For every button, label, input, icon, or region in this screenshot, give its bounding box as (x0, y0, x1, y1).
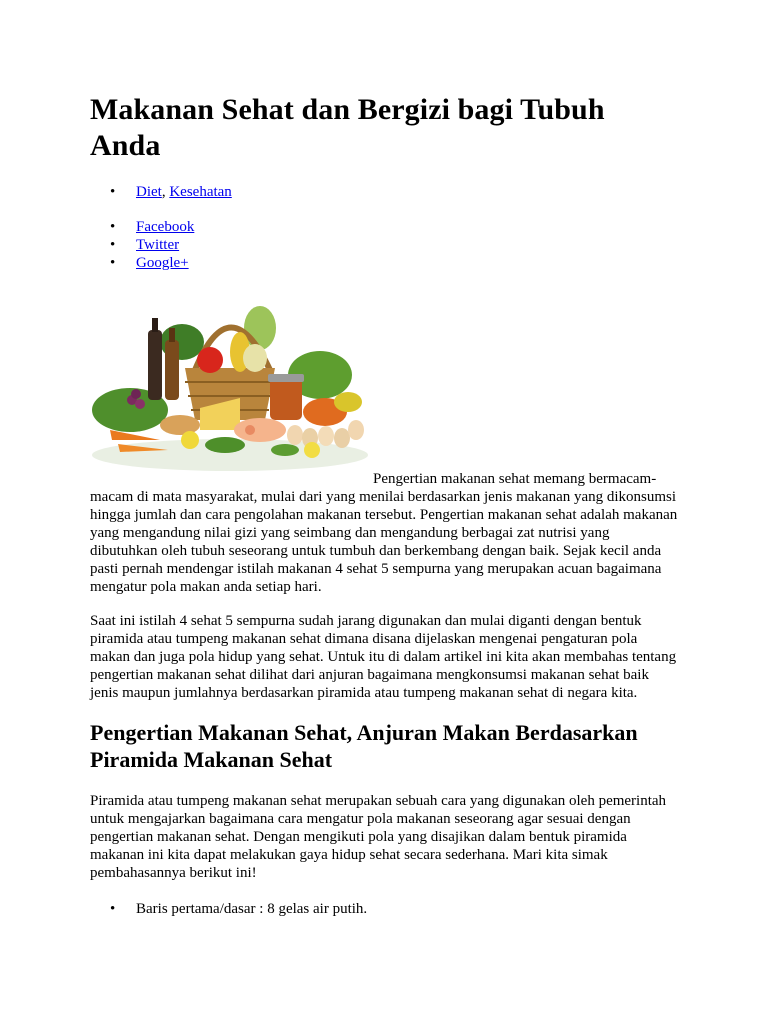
content-list (90, 900, 367, 918)
share-item (90, 254, 194, 272)
bullet-icon: • (110, 255, 116, 271)
hero-image (90, 290, 373, 485)
grocery-basket-illustration-icon (90, 290, 373, 485)
paragraph-third: Piramida atau tumpeng makanan sehat merupakan sebuah cara yang digunakan oleh pemerintah untuk mengajarkan bagaimana cara mengatur pola makanan seseorang agar sesuai dengan pengertian makanan sehat. Dengan mengikuti pola yang disajikan dalam bentuk piramida makanan ini kita dapat melakukan gaya hidup sehat secara sederhana. Mari kita simak pembahasannya berikut ini! (90, 793, 667, 881)
category-separator: , (161, 184, 166, 200)
share-item (90, 236, 194, 254)
category-link-kesehatan[interactable]: Kesehatan (169, 184, 232, 200)
list-item-text: Baris pertama/dasar : 8 gelas air putih. (136, 901, 368, 917)
bullet-icon: • (110, 237, 116, 253)
category-list (90, 183, 232, 201)
paragraph-second: Saat ini istilah 4 sehat 5 sempurna sudah jarang digunakan dan mulai diganti dengan bentuk piramida atau tumpeng makanan sehat dimana disana dijelaskan mengenai pengaturan pola makan dan juga pola hidup yang sehat. Untuk itu di dalam artikel ini kita akan membahas tentang pengertian makanan sehat dilihat dari anjuran bagaimana mengkonsumsi makanan sehat baik jenis maupun jumlahnya berdasarkan piramida atau tumpeng makanan sehat di negara kita. (90, 613, 677, 701)
share-link-googleplus[interactable]: Google+ (136, 255, 189, 271)
paragraph-intro (90, 470, 680, 596)
category-item (90, 183, 232, 201)
share-list (90, 218, 194, 272)
bullet-icon: • (110, 184, 116, 200)
share-item (90, 218, 194, 236)
paragraph-intro-rest: macam di mata masyarakat, mulai dari yang menilai berdasarkan jenis makanan yang dikonsumsi hingga jumlah dan cara pengolahan makanan tersebut. Pengertian makanan sehat adalah makanan yang mengandung nilai gizi yang seimbang dan mengandung berbagai zat nutrisi yang dibutuhkan oleh tubuh seseorang untuk tumbuh dan berkembang dengan baik. Sejak kecil anda pasti pernah mendengar istilah makanan 4 sehat 5 sempurna yang merupakan acuan bagaimana mengatur pola makan anda setiap hari. (90, 489, 678, 595)
article-title: Makanan Sehat dan Bergizi bagi Tubuh Anda (90, 93, 605, 162)
section-heading: Pengertian Makanan Sehat, Anjuran Makan Berdasarkan Piramida Makanan Sehat (90, 720, 638, 772)
bullet-icon: • (110, 219, 116, 235)
share-link-facebook[interactable]: Facebook (136, 219, 195, 235)
share-link-twitter[interactable]: Twitter (136, 237, 180, 253)
list-item (90, 900, 367, 918)
bullet-icon: • (110, 901, 116, 917)
paragraph-intro-first-line: Pengertian makanan sehat memang bermacam- (373, 471, 657, 487)
category-link-diet[interactable]: Diet (136, 184, 162, 200)
